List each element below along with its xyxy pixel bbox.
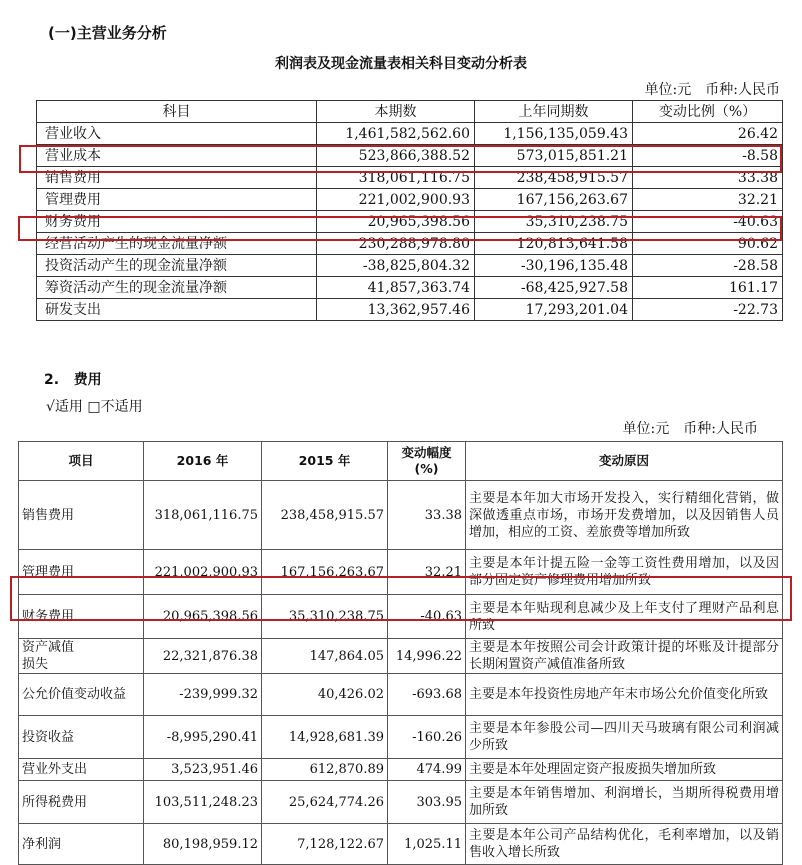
table1-row [37,299,783,321]
subsection-number: 2. [44,372,60,388]
row-prior: -68,425,927.58 [475,277,633,299]
row-current: 1,461,582,562.60 [317,123,475,145]
row-item: 资产减值 损失 [19,639,144,674]
row-change: 26.42 [633,123,783,145]
row-2015: 25,624,774.26 [262,781,388,824]
row-reason: 主要是本年投资性房地产年末市场公允价值变化所致 [466,674,783,716]
row-current: 221,002,900.93 [317,189,475,211]
row-item: 管理费用 [19,550,144,595]
row-change: 14,996.22 [388,639,466,674]
col-header-prior: 上年同期数 [475,101,633,123]
applicability-note: √适用 □不适用 [46,399,143,415]
table1-row [37,145,783,167]
table2-row [19,759,783,781]
table2-row [19,824,783,865]
row-prior: 1,156,135,059.43 [475,123,633,145]
row-2015: 612,870.89 [262,759,388,781]
row-change: -22.73 [633,299,783,321]
row-item: 营业收入 [37,123,317,145]
table2-unit: 单位:元 币种:人民币 [622,421,758,437]
table2-row [19,595,783,639]
row-2016: 20,965,398.56 [144,595,262,639]
row-reason: 主要是本年公司产品结构优化，毛利率增加，以及销售收入增长所致 [466,824,783,865]
row-prior: 573,015,851.21 [475,145,633,167]
col-header-2015: 2015 年 [262,442,388,481]
row-current: 230,288,978.80 [317,233,475,255]
table1-unit: 单位:元 币种:人民币 [644,82,780,98]
row-change: -160.26 [388,716,466,759]
row-change: -693.68 [388,674,466,716]
row-change: -28.58 [633,255,783,277]
col-header-reason: 变动原因 [466,442,783,481]
row-current: 318,061,116.75 [317,167,475,189]
row-reason: 主要是本年处理固定资产报废损失增加所致 [466,759,783,781]
row-reason: 主要是本年加大市场开发投入，实行精细化营销，做深做透重点市场，市场开发费增加，以及因销售人员增加，相应的工资、差旅费等增加所致 [466,481,783,550]
row-item: 营业成本 [37,145,317,167]
row-item: 所得税费用 [19,781,144,824]
row-current: 523,866,388.52 [317,145,475,167]
row-prior: 17,293,201.04 [475,299,633,321]
row-item: 管理费用 [37,189,317,211]
row-item: 筹资活动产生的现金流量净额 [37,277,317,299]
col-header-current: 本期数 [317,101,475,123]
row-item: 公允价值变动收益 [19,674,144,716]
row-2016: 318,061,116.75 [144,481,262,550]
row-item: 净利润 [19,824,144,865]
col-header-item: 科目 [37,101,317,123]
row-change: 32.21 [388,550,466,595]
col-header-2016: 2016 年 [144,442,262,481]
table1-row [37,167,783,189]
row-2015: 167,156,263.67 [262,550,388,595]
col-header-item: 项目 [19,442,144,481]
row-2016: 22,321,876.38 [144,639,262,674]
row-change: -8.58 [633,145,783,167]
subsection-title: 费用 [73,372,102,388]
row-current: 13,362,957.46 [317,299,475,321]
col-header-change: 变动比例（%） [633,101,783,123]
row-item: 投资活动产生的现金流量净额 [37,255,317,277]
row-prior: 35,310,238.75 [475,211,633,233]
row-item: 经营活动产生的现金流量净额 [37,233,317,255]
row-2016: 103,511,248.23 [144,781,262,824]
row-change: 474.99 [388,759,466,781]
row-2016: -239,999.32 [144,674,262,716]
row-prior: 120,813,641.58 [475,233,633,255]
row-change: 32.21 [633,189,783,211]
row-item: 财务费用 [19,595,144,639]
row-2016: -8,995,290.41 [144,716,262,759]
table1-row [37,233,783,255]
row-item: 投资收益 [19,716,144,759]
row-item: 研发支出 [37,299,317,321]
row-change: -40.63 [388,595,466,639]
table1-row [37,123,783,145]
col-header-change: 变动幅度 (%) [388,442,466,481]
row-current: 41,857,363.74 [317,277,475,299]
table1-row [37,211,783,233]
table2-row [19,550,783,595]
table1-row [37,189,783,211]
row-2016: 80,198,959.12 [144,824,262,865]
row-change: 161.17 [633,277,783,299]
row-current: 20,965,398.56 [317,211,475,233]
table2-row [19,639,783,674]
row-reason: 主要是本年贴现利息减少及上年支付了理财产品利息所致 [466,595,783,639]
row-change: 303.95 [388,781,466,824]
section-title: (一)主营业务分析 [48,24,167,42]
table2-row [19,674,783,716]
subsection-heading [44,369,102,389]
row-2015: 7,128,122.67 [262,824,388,865]
row-2016: 3,523,951.46 [144,759,262,781]
row-prior: 167,156,263.67 [475,189,633,211]
row-change: 90.62 [633,233,783,255]
row-item: 财务费用 [37,211,317,233]
table1-header-row [37,101,783,123]
table1-row [37,255,783,277]
row-current: -38,825,804.32 [317,255,475,277]
row-reason: 主要是本年参股公司—四川天马玻璃有限公司利润减少所致 [466,716,783,759]
row-prior: -30,196,135.48 [475,255,633,277]
row-2016: 221,002,900.93 [144,550,262,595]
row-item: 销售费用 [19,481,144,550]
table2-row [19,716,783,759]
row-reason: 主要是本年计提五险一金等工资性费用增加，以及因部分固定资产修理费用增加所致 [466,550,783,595]
row-2015: 147,864.05 [262,639,388,674]
table2-row [19,481,783,550]
row-2015: 238,458,915.57 [262,481,388,550]
row-change: 33.38 [633,167,783,189]
row-change: 1,025.11 [388,824,466,865]
table2-row [19,781,783,824]
row-prior: 238,458,915.57 [475,167,633,189]
table1-title: 利润表及现金流量表相关科目变动分析表 [275,56,527,72]
row-change: 33.38 [388,481,466,550]
row-2015: 40,426.02 [262,674,388,716]
row-2015: 35,310,238.75 [262,595,388,639]
row-item: 销售费用 [37,167,317,189]
row-item: 营业外支出 [19,759,144,781]
row-reason: 主要是本年按照公司会计政策计提的坏账及计提部分长期闲置资产减值准备所致 [466,639,783,674]
row-2015: 14,928,681.39 [262,716,388,759]
table2-header-row [19,442,783,481]
variance-analysis-table [36,100,783,321]
expense-table [18,441,783,865]
table1-row [37,277,783,299]
row-reason: 主要是本年销售增加、利润增长，当期所得税费用增加所致 [466,781,783,824]
row-change: -40.63 [633,211,783,233]
